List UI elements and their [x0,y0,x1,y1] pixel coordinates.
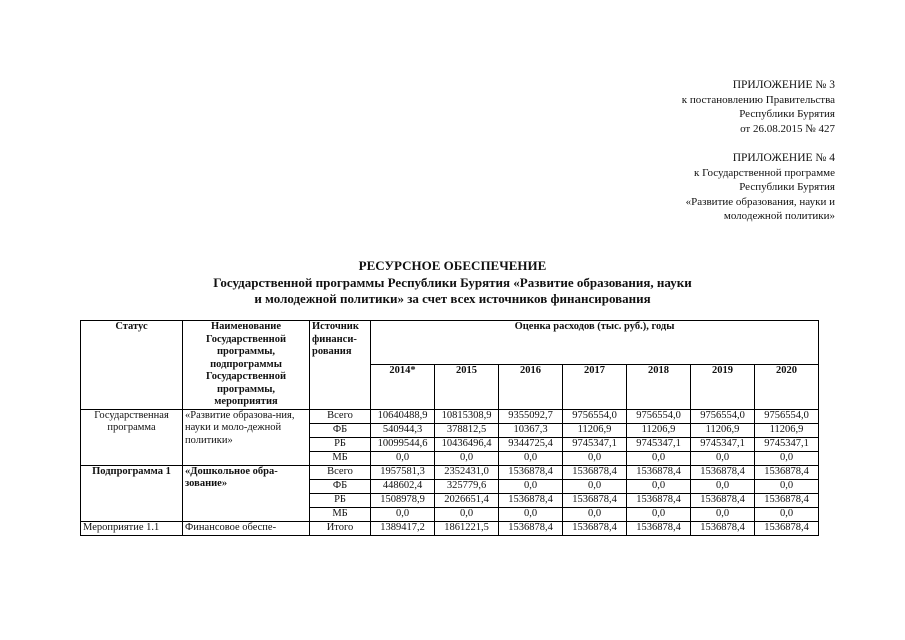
appendix-4-line: «Развитие образования, науки и [685,195,835,208]
value-cell: 0,0 [755,479,819,493]
value-cell: 0,0 [691,479,755,493]
value-cell: 0,0 [691,451,755,465]
header-year: 2018 [627,365,691,409]
resource-table [80,320,819,536]
value-cell: 2352431,0 [435,465,499,479]
value-cell: 0,0 [435,451,499,465]
value-cell: 0,0 [691,507,755,521]
value-cell: 1536878,4 [499,493,563,507]
value-cell: 0,0 [499,507,563,521]
source-cell: МБ [310,507,371,521]
value-cell: 9355092,7 [499,409,563,423]
header-source: Источник финанси-рования [310,321,371,410]
value-cell: 9745347,1 [691,437,755,451]
value-cell: 9344725,4 [499,437,563,451]
name-cell: «Дошкольное обра-зование» [183,465,310,521]
value-cell: 0,0 [627,507,691,521]
header-estimate: Оценка расходов (тыс. руб.), годы [371,321,819,365]
value-cell: 0,0 [563,507,627,521]
appendix-3-line: к постановлению Правительства [681,93,835,106]
value-cell: 0,0 [627,479,691,493]
header-year: 2019 [691,365,755,409]
value-cell: 11206,9 [563,423,627,437]
value-cell: 9745347,1 [627,437,691,451]
appendix-4-block [686,151,835,224]
value-cell: 0,0 [627,451,691,465]
value-cell: 0,0 [755,507,819,521]
document-heading [0,258,905,308]
header-status: Статус [81,321,183,410]
source-cell: Итого [310,521,371,535]
heading-subtitle: Государственной программы Республики Бурятия «Развитие образования, науки [213,274,692,290]
value-cell: 11206,9 [755,423,819,437]
value-cell: 1536878,4 [755,493,819,507]
appendix-4-title: ПРИЛОЖЕНИЕ № 4 [732,152,835,164]
name-cell: Финансовое обеспе- [183,521,310,535]
value-cell: 1536878,4 [563,465,627,479]
value-cell: 0,0 [371,507,435,521]
source-cell: МБ [310,451,371,465]
value-cell: 9756554,0 [627,409,691,423]
table-row [81,521,819,535]
appendix-4-line: Республики Бурятия [739,181,835,193]
value-cell: 1536878,4 [691,521,755,535]
heading-title: РЕСУРСНОЕ ОБЕСПЕЧЕНИЕ [358,258,547,273]
value-cell: 325779,6 [435,479,499,493]
value-cell: 1508978,9 [371,493,435,507]
value-cell: 1536878,4 [499,521,563,535]
value-cell: 10815308,9 [435,409,499,423]
appendix-3-block [682,78,835,136]
appendix-4-line: молодежной политики» [723,210,835,222]
value-cell: 1536878,4 [755,465,819,479]
header-year: 2015 [435,365,499,409]
value-cell: 1536878,4 [691,465,755,479]
header-year: 2017 [563,365,627,409]
heading-subtitle: и молодежной политики» за счет всех источников финансирования [254,291,651,306]
value-cell: 1536878,4 [691,493,755,507]
appendix-3-title: ПРИЛОЖЕНИЕ № 3 [732,79,835,91]
value-cell: 1536878,4 [499,465,563,479]
value-cell: 1536878,4 [627,493,691,507]
value-cell: 9756554,0 [563,409,627,423]
value-cell: 10436496,4 [435,437,499,451]
value-cell: 378812,5 [435,423,499,437]
table-row [81,409,819,423]
value-cell: 1536878,4 [755,521,819,535]
value-cell: 10099544,6 [371,437,435,451]
source-cell: РБ [310,437,371,451]
header-year: 2020 [755,365,819,409]
header-name: Наименование Государственной программы, подпрограммы Государственной программы, мероприятия [183,321,310,410]
header-year: 2016 [499,365,563,409]
value-cell: 0,0 [563,479,627,493]
value-cell: 448602,4 [371,479,435,493]
value-cell: 0,0 [499,479,563,493]
value-cell: 540944,3 [371,423,435,437]
header-year: 2014* [371,365,435,409]
source-cell: РБ [310,493,371,507]
status-cell: Государственная программа [81,409,183,465]
value-cell: 9745347,1 [563,437,627,451]
value-cell: 0,0 [371,451,435,465]
value-cell: 11206,9 [627,423,691,437]
value-cell: 0,0 [563,451,627,465]
value-cell: 1389417,2 [371,521,435,535]
value-cell: 1536878,4 [563,521,627,535]
value-cell: 10367,3 [499,423,563,437]
source-cell: ФБ [310,423,371,437]
appendix-3-line: Республики Бурятия [739,108,835,120]
value-cell: 9756554,0 [691,409,755,423]
status-cell: Подпрограмма 1 [81,465,183,521]
value-cell: 1536878,4 [627,465,691,479]
appendix-4-line: к Государственной программе [694,166,835,179]
value-cell: 10640488,9 [371,409,435,423]
source-cell: Всего [310,465,371,479]
status-cell: Мероприятие 1.1 [81,521,183,535]
value-cell: 0,0 [435,507,499,521]
source-cell: ФБ [310,479,371,493]
value-cell: 1536878,4 [627,521,691,535]
value-cell: 1861221,5 [435,521,499,535]
value-cell: 1957581,3 [371,465,435,479]
name-cell: «Развитие образова-ния, науки и моло-дежной политики» [183,409,310,465]
value-cell: 0,0 [499,451,563,465]
value-cell: 11206,9 [691,423,755,437]
value-cell: 0,0 [755,451,819,465]
value-cell: 1536878,4 [563,493,627,507]
table-row [81,465,819,479]
appendix-3-line: от 26.08.2015 № 427 [740,122,835,135]
value-cell: 9756554,0 [755,409,819,423]
source-cell: Всего [310,409,371,423]
value-cell: 2026651,4 [435,493,499,507]
value-cell: 9745347,1 [755,437,819,451]
